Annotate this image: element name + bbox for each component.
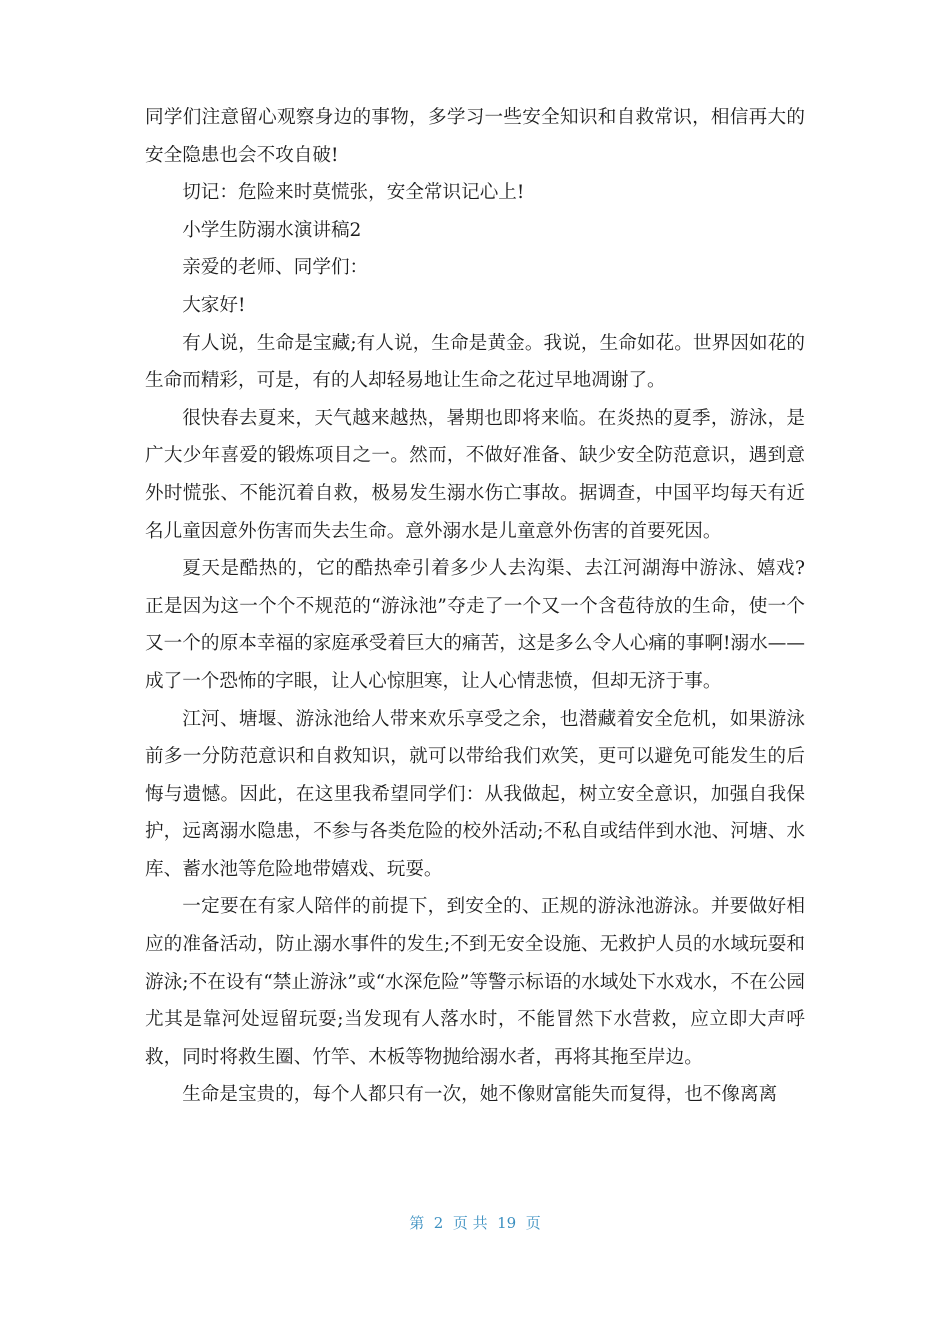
body-paragraph: 生命是宝贵的，每个人都只有一次，她不像财富能失而复得，也不像离离 — [182, 1084, 778, 1106]
body-paragraph: 江河、塘堰、游泳池给人带来欢乐享受之余，也潜藏着安全危机，如果游泳前多一分防范意识和自救知识，就可以带给我们欢笑，更可以避免可能发生的后悔与遗憾。因此，在这里我希望同学们：从我做起，树立安全意识，加强自我保护，远离溺水隐患，不参与各类危险的校外活动;不私自或结伴到水池、河塘、水库、蓄水池等危险地带嬉戏、玩耍。 — [145, 708, 805, 880]
page-number-footer: 第 2 页 共 19 页 — [409, 1214, 541, 1232]
body-paragraph: 很快春去夏来，天气越来越热，暑期也即将来临。在炎热的夏季，游泳，是广大少年喜爱的锻炼项目之一。然而，不做好准备、缺少安全防范意识，遇到意外时慌张、不能沉着自救，极易发生溺水伤亡事故。据调查，中国平均每天有近名儿童因意外伤害而失去生命。意外溺水是儿童意外伤害的首要死因。 — [145, 407, 805, 542]
body-paragraph: 夏天是酷热的，它的酷热牵引着多少人去沟渠、去江河湖海中游泳、嬉戏?正是因为这一个个不规范的“游泳池”夺走了一个又一个含苞待放的生命，使一个又一个的原本幸福的家庭承受着巨大的痛苦，这是多么令人心痛的事啊!溺水——成了一个恐怖的字眼，让人心惊胆寒，让人心情悲愤，但却无济于事。 — [145, 558, 805, 692]
body-paragraph: 小学生防溺水演讲稿2 — [182, 219, 362, 241]
body-paragraph: 亲爱的老师、同学们： — [182, 257, 369, 279]
document-body — [145, 99, 805, 1114]
body-paragraph: 切记：危险来时莫慌张，安全常识记心上! — [182, 182, 525, 204]
body-paragraph: 同学们注意留心观察身边的事物，多学习一些安全知识和自救常识，相信再大的安全隐患也会不攻自破! — [145, 107, 805, 166]
body-paragraph: 有人说，生命是宝藏;有人说，生命是黄金。我说，生命如花。世界因如花的生命而精彩，可是，有的人却轻易地让生命之花过早地凋谢了。 — [145, 332, 805, 392]
body-paragraph: 大家好! — [182, 294, 246, 316]
body-paragraph: 一定要在有家人陪伴的前提下，到安全的、正规的游泳池游泳。并要做好相应的准备活动，防止溺水事件的发生;不到无安全设施、无救护人员的水域玩耍和游泳;不在设有“禁止游泳”或“水深危险”等警示标语的水域处下水戏水，不在公园尤其是靠河处逗留玩耍;当发现有人落水时，不能冒然下水营救，应立即大声呼救，同时将救生圈、竹竿、木板等物抛给溺水者，再将其拖至岸边。 — [145, 896, 805, 1068]
